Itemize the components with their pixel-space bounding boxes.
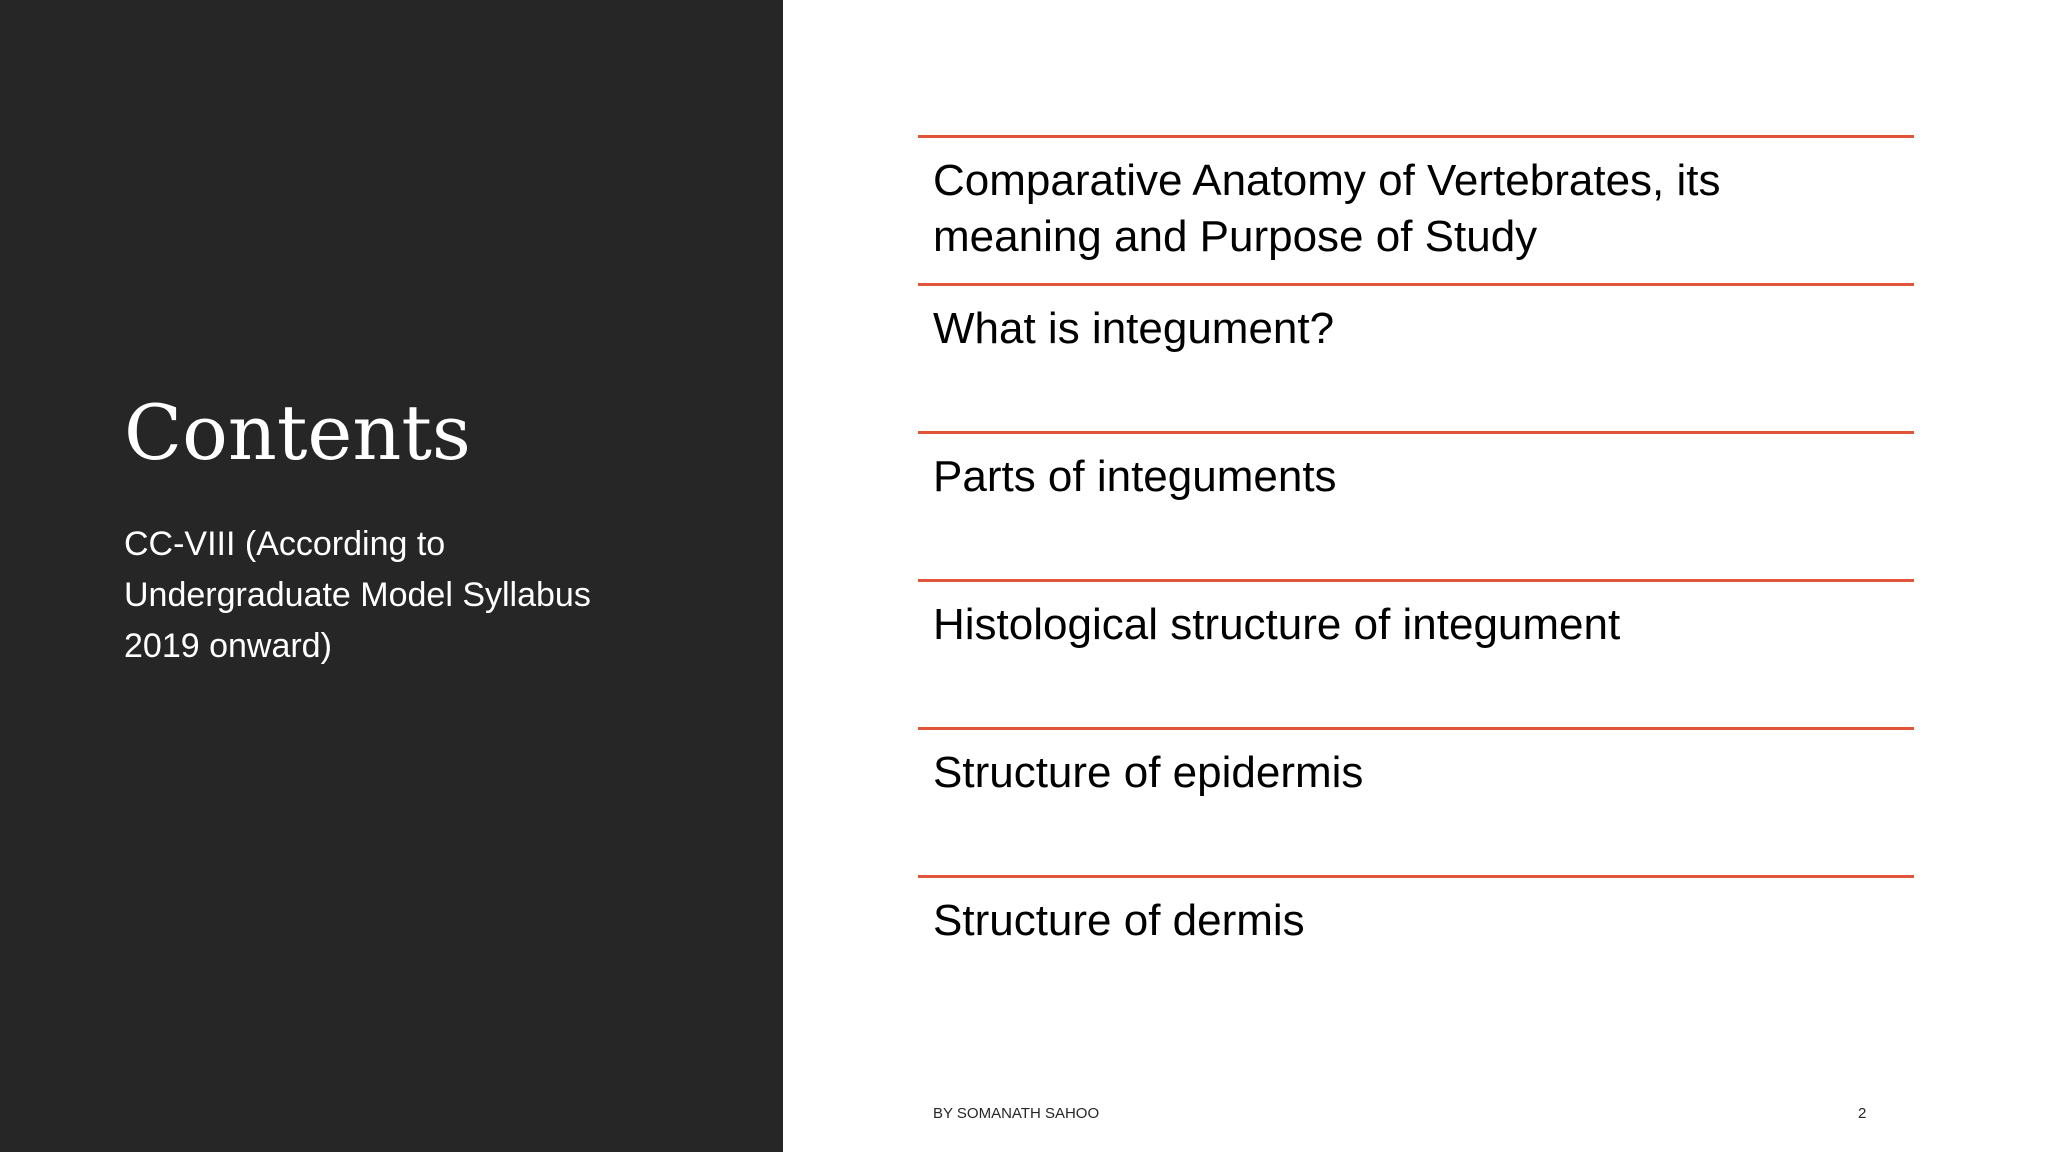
contents-list [918,135,1914,1023]
contents-item-text: Comparative Anatomy of Vertebrates, its meaning and Purpose of Study [933,156,1721,261]
footer-author: BY SOMANATH SAHOO [933,1105,1100,1122]
slide-title: Contents [124,388,471,477]
contents-item-text: Structure of dermis [933,896,1305,945]
page-number: 2 [1858,1105,1867,1122]
contents-item-5 [918,727,1914,875]
contents-item-text: Histological structure of integument [933,600,1621,649]
left-title-panel [0,0,783,1152]
contents-item-6 [918,875,1914,1023]
contents-item-text: What is integument? [933,304,1335,353]
contents-item-1 [918,135,1914,283]
contents-item-4 [918,579,1914,727]
contents-item-text: Structure of epidermis [933,748,1364,797]
contents-item-3 [918,431,1914,579]
contents-item-text: Parts of integuments [933,452,1337,501]
contents-item-2 [918,283,1914,431]
slide-subtitle: CC-VIII (According to Undergraduate Model Syllabus 2019 onward) [124,525,591,665]
